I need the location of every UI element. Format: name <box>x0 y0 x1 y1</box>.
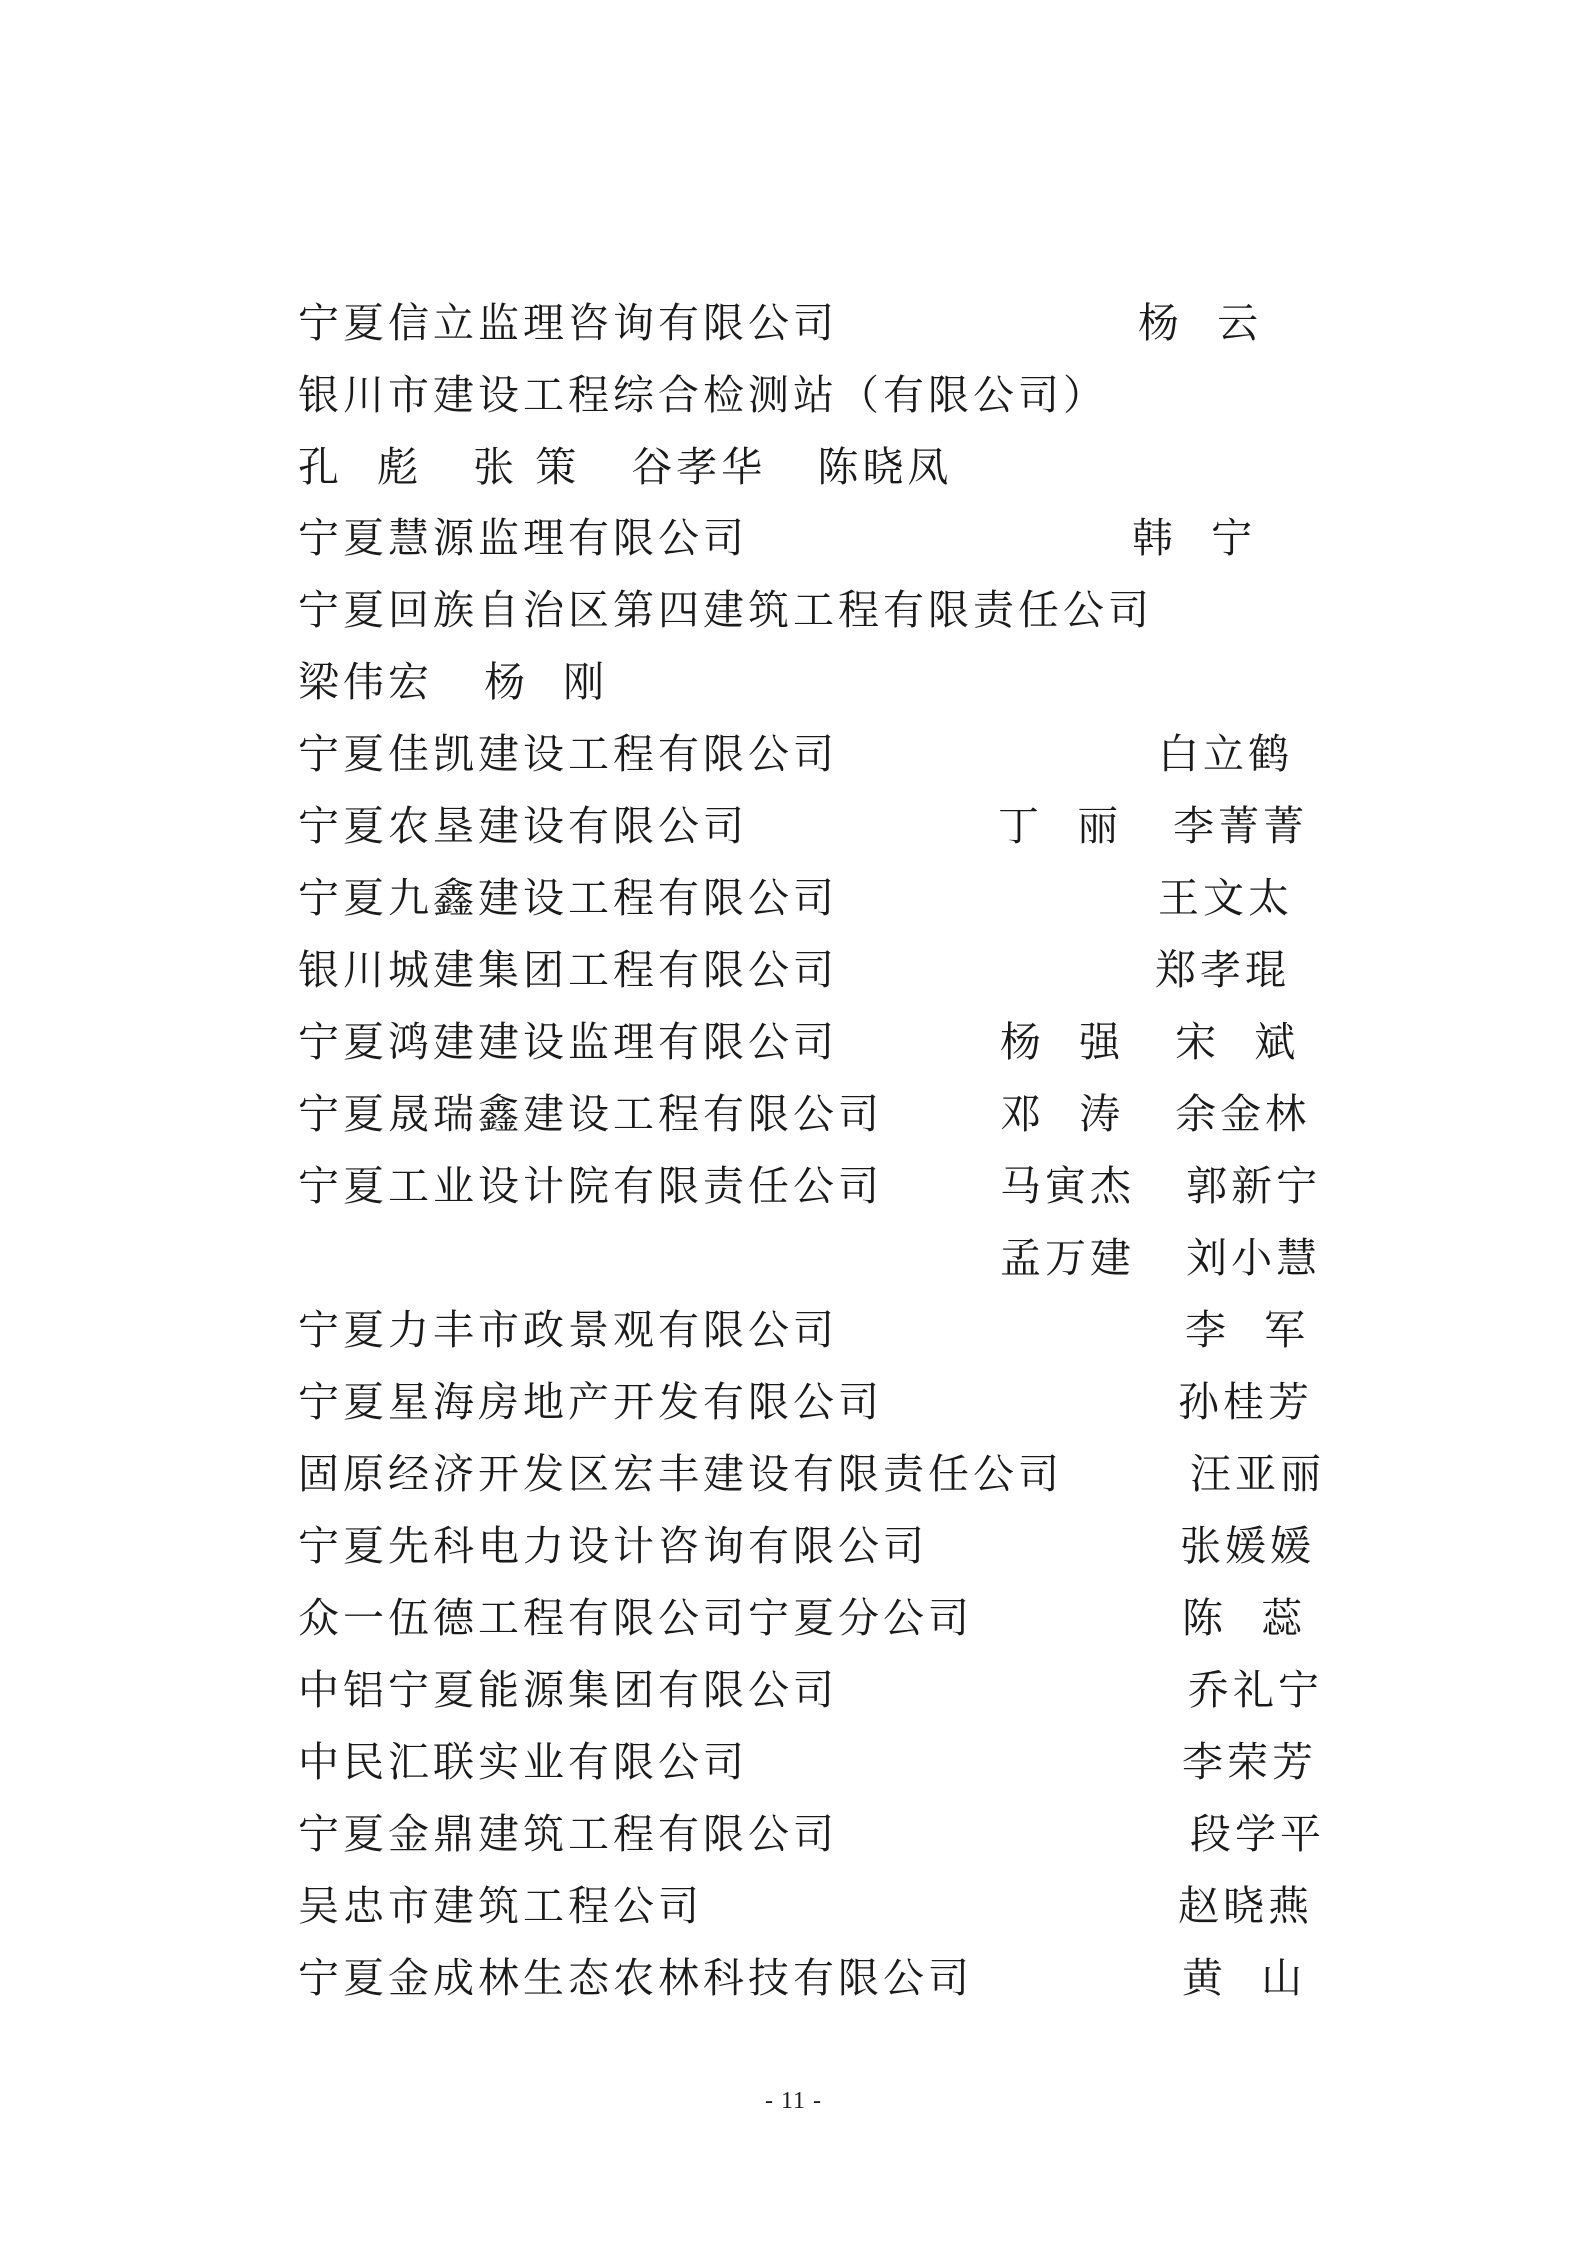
org-line: 众一伍德工程有限公司宁夏分公司 <box>298 1594 973 1642</box>
names-line: 黄 山 <box>1182 1954 1307 2002</box>
names-line: 孙桂芳 <box>1178 1378 1313 1426</box>
org-line: 宁夏金鼎建筑工程有限公司 <box>298 1810 838 1858</box>
org-line: 宁夏力丰市政景观有限公司 <box>298 1306 838 1354</box>
names-line: 韩 宁 <box>1132 514 1257 562</box>
org-line: 宁夏工业设计院有限责任公司 <box>298 1162 883 1210</box>
org-line: 宁夏佳凯建设工程有限公司 <box>298 730 838 778</box>
org-line: 宁夏信立监理咨询有限公司 <box>298 299 838 347</box>
names-line: 乔礼宁 <box>1188 1666 1323 1714</box>
names-line: 马寅杰 郭新宁 <box>1000 1162 1322 1210</box>
names-line: 杨 云 <box>1138 299 1263 347</box>
org-line: 宁夏晟瑞鑫建设工程有限公司 <box>298 1090 883 1138</box>
names-line: 白立鹤 <box>1158 730 1293 778</box>
names-line: 李 军 <box>1185 1306 1310 1354</box>
names-line: 汪亚丽 <box>1190 1450 1325 1498</box>
org-line: 宁夏农垦建设有限公司 <box>298 802 748 850</box>
names-line: 梁伟宏 杨 刚 <box>298 658 609 706</box>
org-line: 宁夏星海房地产开发有限公司 <box>298 1378 883 1426</box>
org-line: 宁夏鸿建建设监理有限公司 <box>298 1018 838 1066</box>
org-line: 宁夏先科电力设计咨询有限公司 <box>298 1522 928 1570</box>
names-line: 丁 丽 李菁菁 <box>998 802 1309 850</box>
names-line: 陈 蕊 <box>1182 1594 1307 1642</box>
names-line: 段学平 <box>1190 1810 1325 1858</box>
org-line: 吴忠市建筑工程公司 <box>298 1882 703 1930</box>
org-line: 固原经济开发区宏丰建设有限责任公司 <box>298 1450 1063 1498</box>
org-line: 银川市建设工程综合检测站（有限公司） <box>298 371 1108 419</box>
org-line: 宁夏回族自治区第四建筑工程有限责任公司 <box>298 586 1153 634</box>
org-line: 宁夏慧源监理有限公司 <box>298 514 748 562</box>
names-line: 张媛媛 <box>1180 1522 1315 1570</box>
names-line: 孔 彪 张 策 谷孝华 陈晓凤 <box>298 443 953 491</box>
names-line: 孟万建 刘小慧 <box>1000 1234 1322 1282</box>
names-line: 李荣芳 <box>1182 1738 1317 1786</box>
org-line: 中民汇联实业有限公司 <box>298 1738 748 1786</box>
names-line: 郑孝琨 <box>1155 946 1290 994</box>
org-line: 宁夏九鑫建设工程有限公司 <box>298 874 838 922</box>
org-line: 银川城建集团工程有限公司 <box>298 946 838 994</box>
names-line: 邓 涛 余金林 <box>1000 1090 1311 1138</box>
names-line: 杨 强 宋 斌 <box>1000 1018 1300 1066</box>
org-line: 宁夏金成林生态农林科技有限公司 <box>298 1954 973 2002</box>
names-line: 赵晓燕 <box>1178 1882 1313 1930</box>
page-number: - 11 - <box>764 2088 823 2114</box>
names-line: 王文太 <box>1158 874 1293 922</box>
org-line: 中铝宁夏能源集团有限公司 <box>298 1666 838 1714</box>
